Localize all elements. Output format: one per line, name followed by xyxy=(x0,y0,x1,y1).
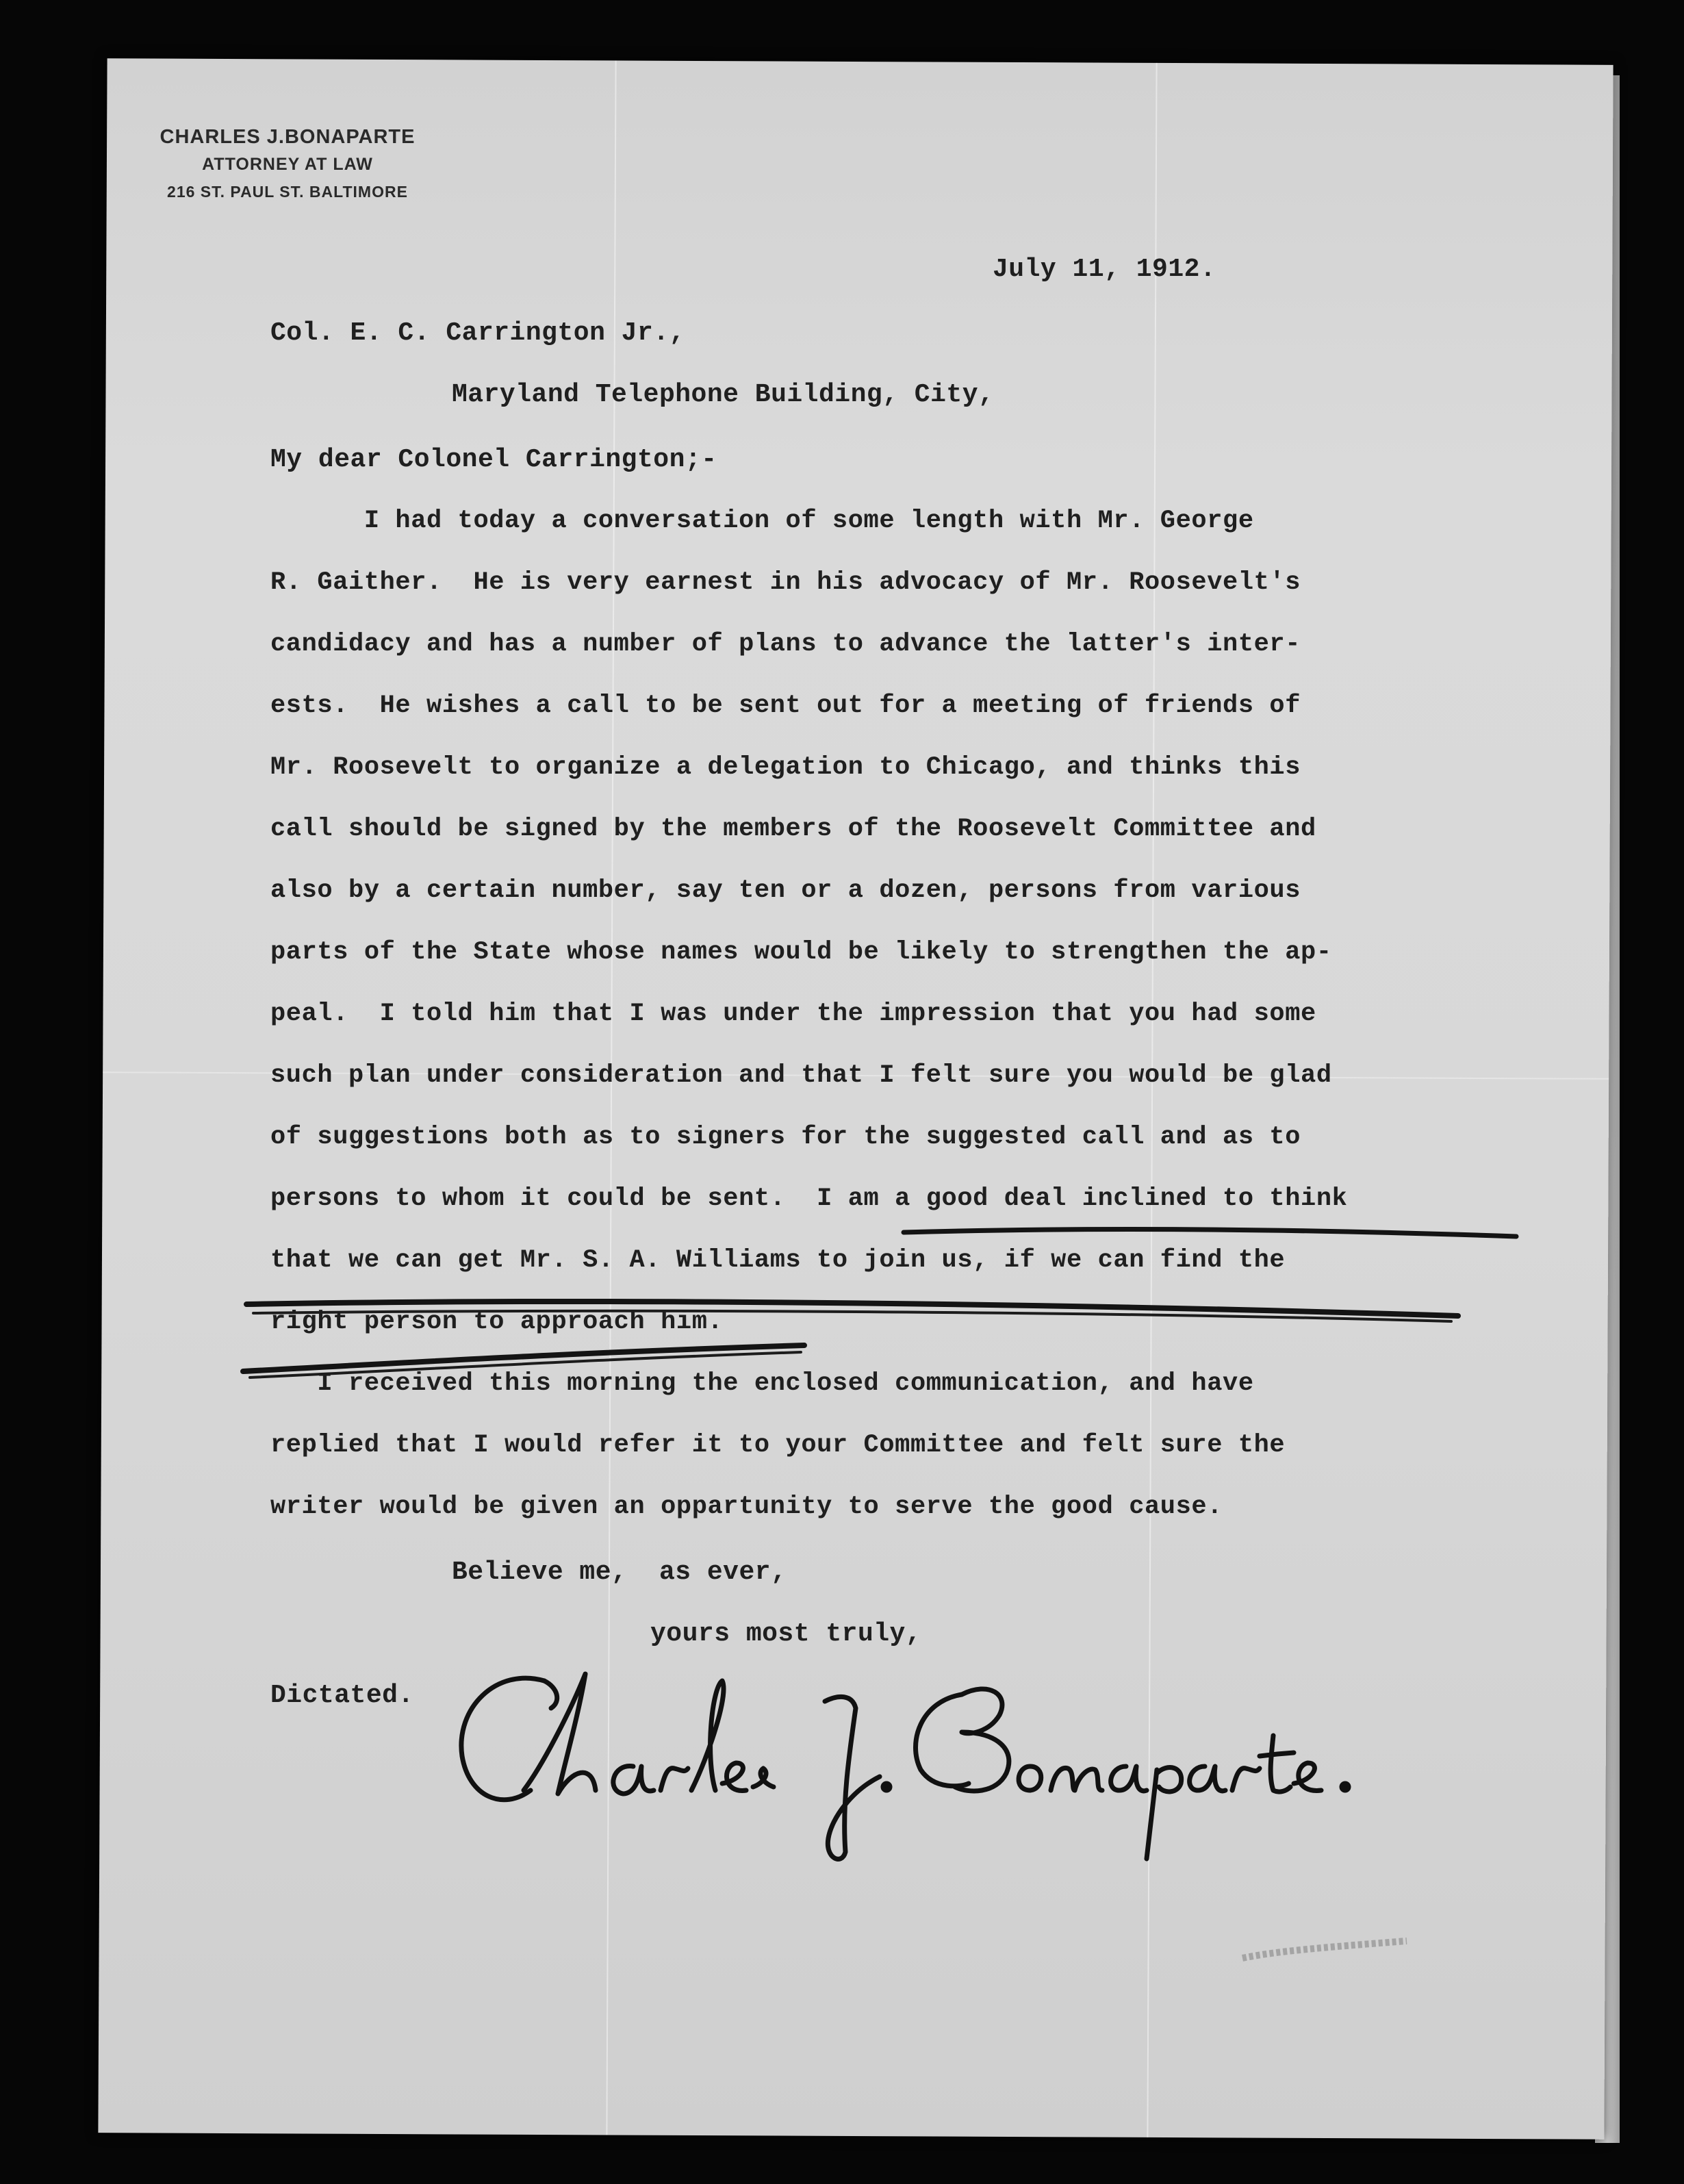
body-line: I received this morning the enclosed communication, and have xyxy=(270,1369,1254,1398)
recipient-name: Col. E. C. Carrington Jr., xyxy=(270,318,685,348)
signature xyxy=(442,1653,1427,1879)
body-line: peal. I told him that I was under the impression that you had some xyxy=(270,1000,1316,1028)
body-line: also by a certain number, say ten or a dozen, persons from various xyxy=(270,876,1301,905)
salutation: My dear Colonel Carrington;- xyxy=(270,445,717,474)
body-line: Mr. Roosevelt to organize a delegation to Chicago, and thinks this xyxy=(270,753,1301,782)
recipient-address: Maryland Telephone Building, City, xyxy=(452,380,995,409)
body-line: that we can get Mr. S. A. Williams to join us, if we can find the xyxy=(270,1246,1286,1275)
letterhead-address: 216 ST. PAUL ST. BALTIMORE xyxy=(167,183,408,201)
body-line: of suggestions both as to signers for the suggested call and as to xyxy=(270,1123,1301,1152)
letterhead-title: ATTORNEY AT LAW xyxy=(202,155,373,174)
body-line: R. Gaither. He is very earnest in his advocacy of Mr. Roosevelt's xyxy=(270,568,1301,597)
body-line: writer would be given an oppartunity to serve the good cause. xyxy=(270,1493,1223,1521)
archive-stamp-mark xyxy=(1236,1931,1414,1972)
body-line: call should be signed by the members of the Roosevelt Committee and xyxy=(270,815,1316,843)
body-line: candidacy and has a number of plans to advance the latter's inter- xyxy=(270,630,1301,659)
letter-date: July 11, 1912. xyxy=(993,255,1216,284)
body-line: persons to whom it could be sent. I am a good deal inclined to think xyxy=(270,1184,1348,1213)
body-line: I had today a conversation of some length with Mr. George xyxy=(270,507,1254,535)
body-line: parts of the State whose names would be likely to strengthen the ap- xyxy=(270,938,1332,967)
closing-line-1: Believe me, as ever, xyxy=(452,1558,787,1587)
body-line: such plan under consideration and that I felt sure you would be glad xyxy=(270,1061,1332,1090)
closing-line-2: yours most truly, xyxy=(650,1619,922,1649)
letterhead-name: CHARLES J.BONAPARTE xyxy=(160,126,416,148)
body-line: right person to approach him. xyxy=(270,1308,724,1336)
dictated-note: Dictated. xyxy=(270,1681,414,1710)
body-line: ests. He wishes a call to be sent out for a meeting of friends of xyxy=(270,691,1301,720)
body-line: replied that I would refer it to your Committee and felt sure the xyxy=(270,1431,1286,1460)
